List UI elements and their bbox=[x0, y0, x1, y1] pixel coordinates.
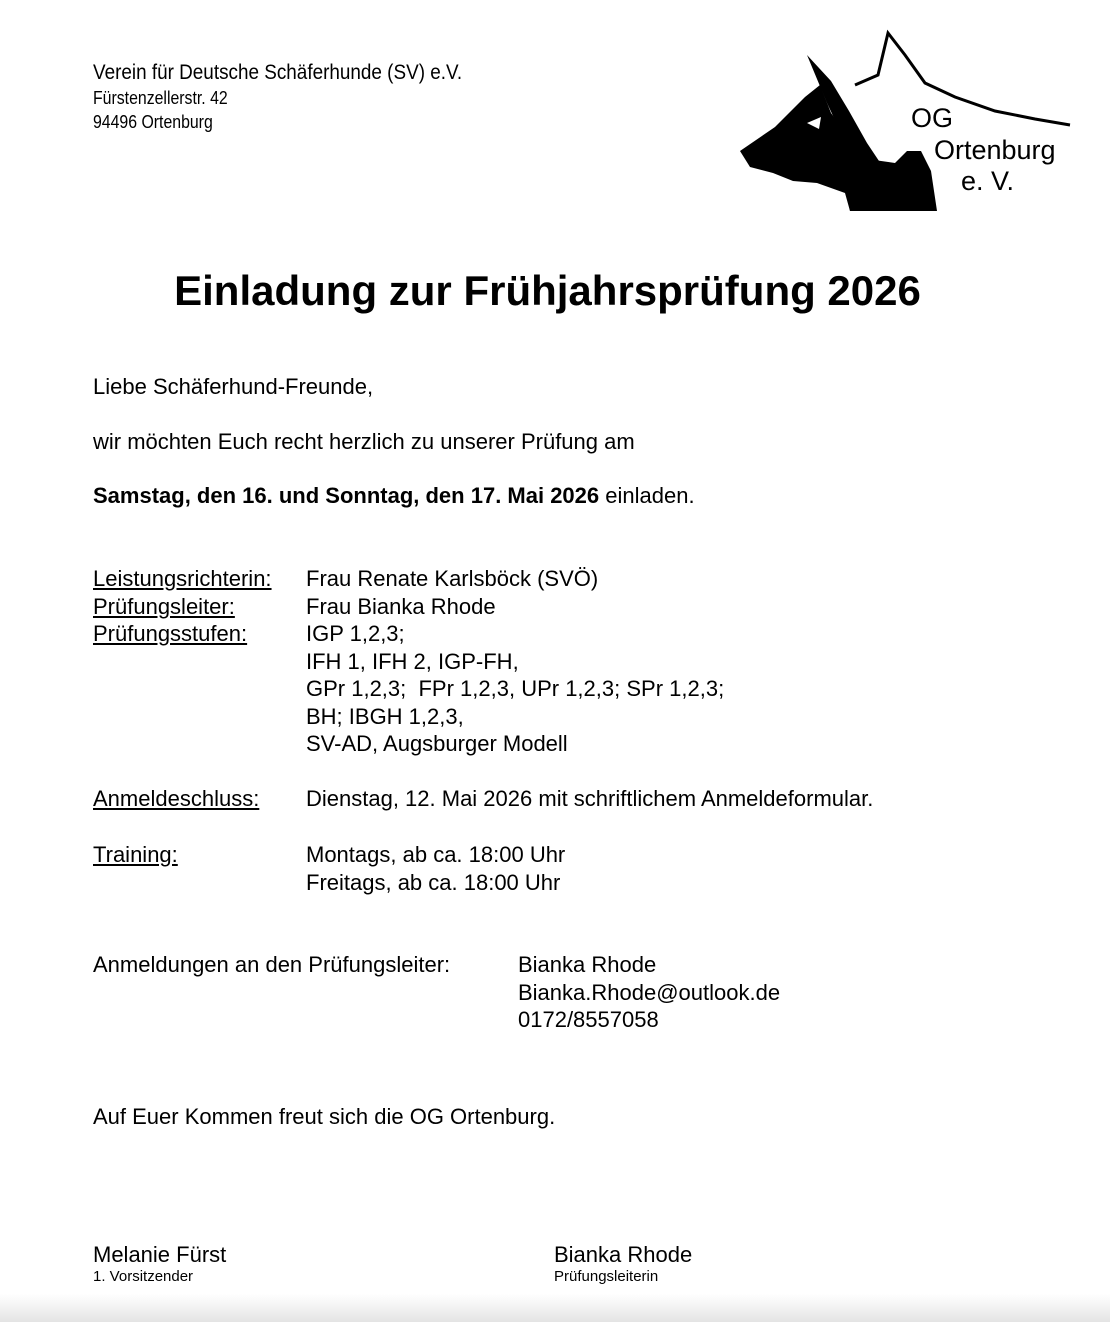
shepherd-dog-logo-icon bbox=[735, 25, 1080, 220]
level-item: BH; IBGH 1,2,3, bbox=[306, 703, 464, 729]
logo-text-ev: e. V. bbox=[961, 166, 1015, 196]
page-bottom-shadow bbox=[0, 1294, 1110, 1322]
signature-name: Melanie Fürst bbox=[93, 1242, 227, 1267]
sender-city: 94496 Ortenburg bbox=[93, 112, 213, 132]
deadline-label: Anmeldeschluss: bbox=[93, 786, 260, 811]
registration-label: Anmeldungen an den Prüfungsleiter: bbox=[93, 952, 451, 977]
sender-org: Verein für Deutsche Schäferhunde (SV) e.V. bbox=[93, 61, 463, 84]
training-item: Montags, ab ca. 18:00 Uhr bbox=[306, 842, 566, 867]
judge-label: Leistungsrichterin: bbox=[93, 566, 272, 591]
leader-value: Frau Bianka Rhode bbox=[306, 594, 496, 619]
signature-role: 1. Vorsitzender bbox=[93, 1268, 194, 1285]
level-item: IGP 1,2,3; bbox=[306, 621, 405, 646]
registration-contact bbox=[518, 951, 780, 1034]
closing-text: Auf Euer Kommen freut sich die OG Ortenburg. bbox=[93, 1104, 556, 1129]
sender-street: Fürstenzellerstr. 42 bbox=[93, 88, 228, 108]
judge-value: Frau Renate Karlsböck (SVÖ) bbox=[306, 566, 599, 591]
training-item: Freitags, ab ca. 18:00 Uhr bbox=[306, 869, 561, 895]
levels-label: Prüfungsstufen: bbox=[93, 621, 248, 646]
level-item: GPr 1,2,3; FPr 1,2,3, UPr 1,2,3; SPr 1,2,3; bbox=[306, 676, 725, 701]
event-date-bold: Samstag, den 16. und Sonntag, den 17. Mai 2026 bbox=[93, 483, 600, 508]
logo-text-og: OG bbox=[911, 103, 954, 133]
greeting: Liebe Schäferhund-Freunde, bbox=[93, 374, 374, 399]
level-item: SV-AD, Augsburger Modell bbox=[306, 731, 568, 756]
level-item: IFH 1, IFH 2, IGP-FH, bbox=[306, 648, 519, 674]
signature-name: Bianka Rhode bbox=[554, 1242, 693, 1267]
event-date-suffix: einladen. bbox=[599, 483, 695, 508]
registration-email: Bianka.Rhode@outlook.de bbox=[518, 979, 781, 1005]
signature-exam-leader bbox=[554, 1241, 692, 1286]
club-logo bbox=[735, 25, 1080, 220]
page-title: Einladung zur Frühjahrsprüfung 2026 bbox=[174, 267, 921, 314]
logo-text-ortenburg: Ortenburg bbox=[934, 135, 1056, 165]
registration-name: Bianka Rhode bbox=[518, 952, 657, 977]
sender-address bbox=[93, 60, 503, 134]
leader-label: Prüfungsleiter: bbox=[93, 594, 235, 619]
intro-text: wir möchten Euch recht herzlich zu unserer Prüfung am bbox=[93, 429, 635, 454]
deadline-value: Dienstag, 12. Mai 2026 mit schriftlichem Anmeldeformular. bbox=[306, 786, 874, 811]
training-label: Training: bbox=[93, 842, 178, 867]
event-date bbox=[93, 482, 695, 509]
signature-role: Prüfungsleiterin bbox=[554, 1268, 659, 1285]
signature-chair bbox=[93, 1241, 226, 1286]
registration-phone: 0172/8557058 bbox=[518, 1007, 659, 1032]
